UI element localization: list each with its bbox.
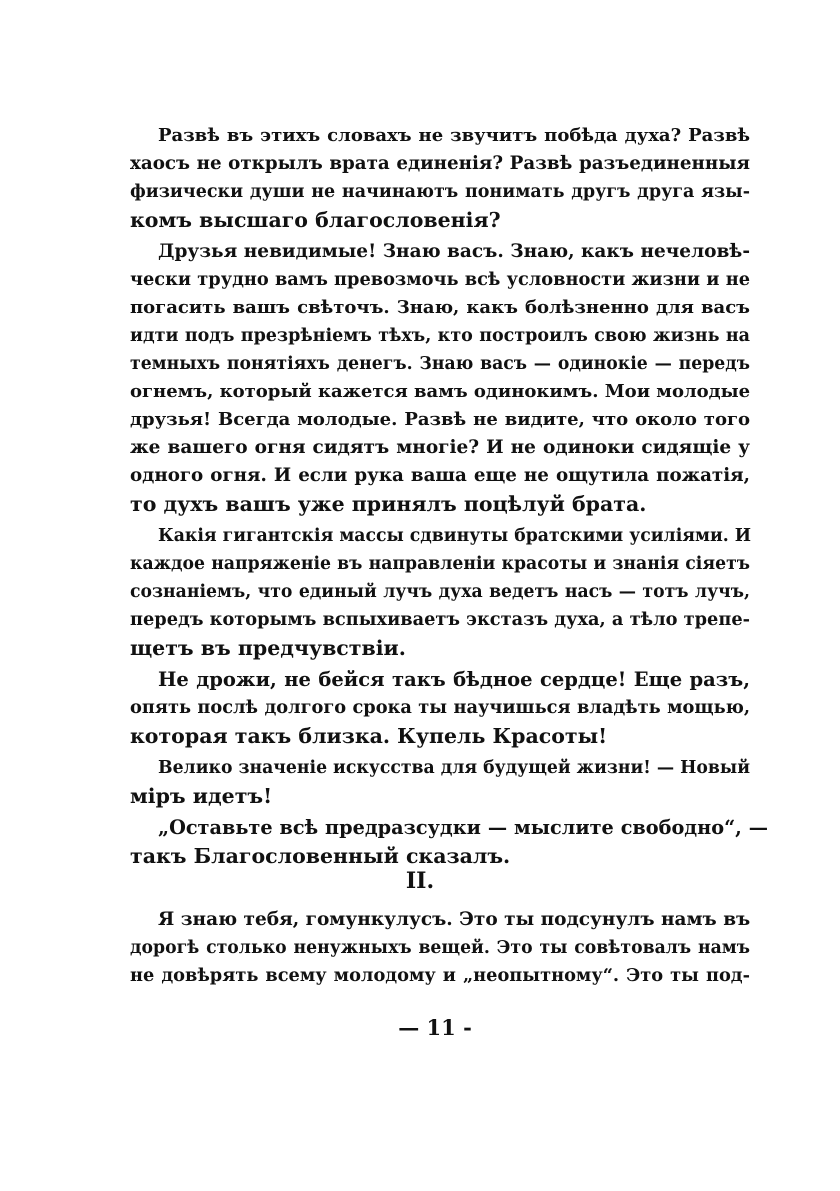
text-line: сознаніемъ, что единый лучъ духа ведетъ насъ — тотъ лучъ,: [130, 582, 750, 602]
paragraph-7: [130, 906, 751, 990]
text-line: щетъ въ предчувствіи.: [130, 636, 406, 660]
page-number: — 11 -: [398, 1015, 472, 1040]
text-line: же вашего огня сидятъ многіе? И не одиноки сидящіе у: [130, 437, 750, 458]
text-line: чески трудно вамъ превозмочь всѣ условности жизни и не: [130, 269, 750, 290]
paragraph-5: [130, 754, 751, 810]
text-line: комъ высшаго благословенія?: [130, 208, 501, 232]
text-line: Я знаю тебя, гомункулусъ. Это ты подсунулъ намъ въ: [158, 909, 751, 930]
text-line: опять послѣ долгого срока ты научишься владѣть мощью,: [130, 697, 750, 718]
text-line: погасить вашъ свѣточъ. Знаю, какъ болѣзненно для васъ: [130, 297, 750, 318]
text-line: одного огня. И если рука ваша еще не ощутила пожатія,: [130, 465, 750, 486]
text-line: которая такъ близка. Купель Красоты!: [130, 724, 608, 748]
text-line: такъ Благословенный сказалъ.: [130, 844, 511, 868]
text-block-top: [130, 122, 768, 870]
text-line: Велико значеніе искусства для будущей жизни! — Новый: [158, 758, 751, 778]
text-line: темныхъ понятіяхъ денегъ. Знаю васъ — одинокіе — передъ: [130, 354, 750, 374]
text-line: хаосъ не открылъ врата единенія? Развѣ разъединенныя: [130, 153, 750, 174]
text-line: каждое напряженіе въ направленіи красоты и знанія сіяетъ: [130, 554, 750, 574]
text-line: Друзья невидимые! Знаю васъ. Знаю, какъ нечеловѣ-: [158, 241, 750, 262]
paragraph-3: [130, 522, 752, 662]
text-line: друзья! Всегда молодые. Развѣ не видите, что около того: [130, 409, 750, 430]
text-line: Какія гигантскія массы сдвинуты братскими усиліями. И: [158, 526, 752, 546]
text-line: Развѣ въ этихъ словахъ не звучитъ побѣда духа? Развѣ: [158, 125, 750, 146]
text-line: то духъ вашъ уже принялъ поцѣлуй брата.: [130, 492, 647, 516]
text-line: дорогѣ столько ненужныхъ вещей. Это ты совѣтовалъ намъ: [130, 938, 750, 958]
text-line: Не дрожи, не бейся такъ бѣдное сердце! Еще разъ,: [158, 668, 750, 691]
text-line: физически души не начинаютъ понимать другъ друга язы-: [130, 182, 750, 202]
text-block-bottom: [130, 906, 751, 990]
text-line: огнемъ, который кажется вамъ одинокимъ. Мои молодые: [130, 381, 751, 402]
paragraph-4: [130, 666, 750, 750]
paragraph-2: [130, 238, 751, 518]
text-line: міръ идетъ!: [130, 784, 273, 808]
text-line: не довѣрять всему молодому и „неопытному“. Это ты под-: [130, 965, 750, 986]
paragraph-6: [130, 814, 768, 870]
text-line: идти подъ презрѣніемъ тѣхъ, кто построилъ свою жизнь на: [130, 326, 750, 346]
text-line: „Оставьте всѣ предразсудки — мыслите свободно“, —: [158, 816, 768, 839]
text-line: передъ которымъ вспыхиваетъ экстазъ духа, а тѣло трепе-: [130, 609, 750, 630]
paragraph-1: [130, 122, 750, 234]
section-heading: II.: [405, 868, 435, 894]
